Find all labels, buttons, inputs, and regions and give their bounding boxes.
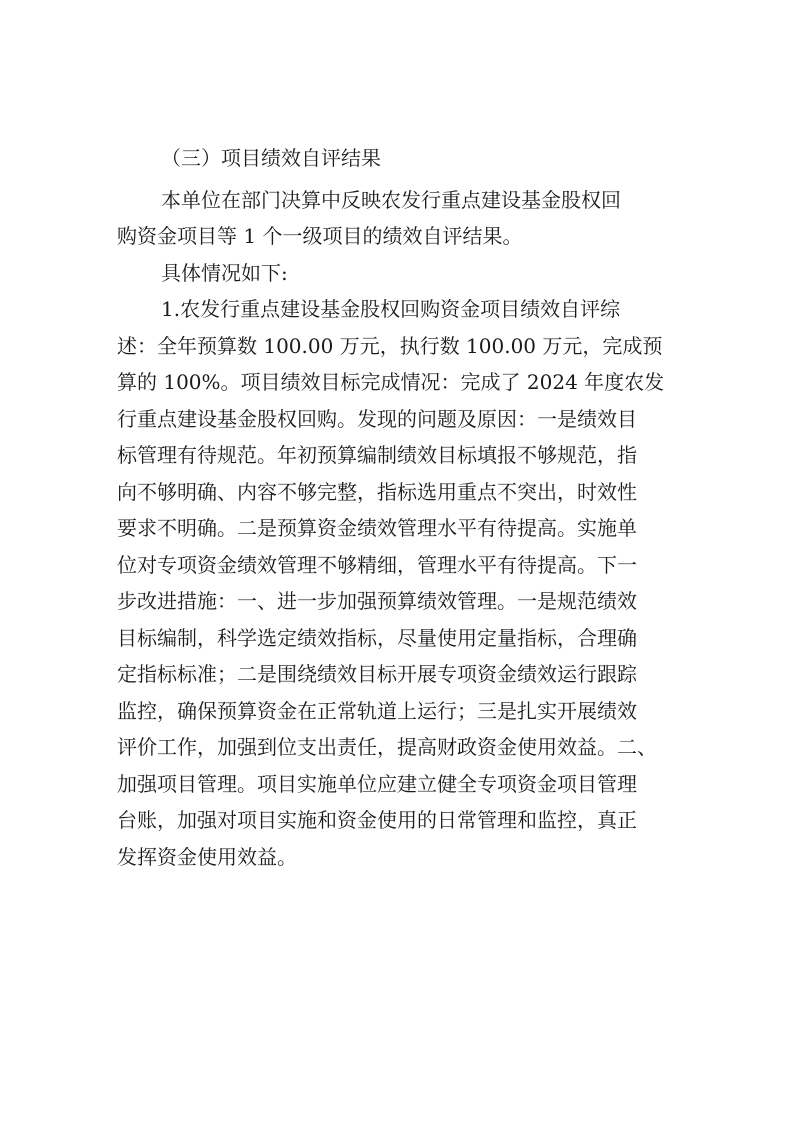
item-line: 要求不明确。二是预算资金绩效管理水平有待提高。实施单 [117,516,637,540]
detail-intro: 具体情况如下: [161,260,288,285]
item-line: 发挥资金使用效益。 [117,844,297,869]
intro-line: 本单位在部门决算中反映农发行重点建设基金股权回 [161,187,621,212]
item-line: 行重点建设基金股权回购。发现的问题及原因：一是绩效目 [117,406,637,431]
item-line: 1.农发行重点建设基金股权回购资金项目绩效自评综 [161,297,621,321]
section-heading: （三）项目绩效自评结果 [161,146,381,170]
item-line: 步改进措施：一、进一步加强预算绩效管理。一是规范绩效 [117,589,637,613]
item-line: 目标编制，科学选定绩效指标，尽量使用定量指标，合理确 [117,625,637,650]
document-body [117,140,677,875]
item-line: 定指标标准；二是围绕绩效目标开展专项资金绩效运行跟踪 [117,662,637,686]
item-line: 向不够明确、内容不够完整，指标选用重点不突出，时效性 [117,479,637,504]
item-line: 述：全年预算数 100.00 万元，执行数 100.00 万元，完成预 [117,333,663,358]
intro-line: 购资金项目等 1 个一级项目的绩效自评结果。 [117,224,523,248]
item-line: 台账，加强对项目实施和资金使用的日常管理和监控，真正 [117,808,637,832]
item-line: 标管理有待规范。年初预算编制绩效目标填报不够规范，指 [117,443,637,467]
item-line: 加强项目管理。项目实施单位应建立健全专项资金项目管理 [117,771,637,796]
item-line: 算的 100%。项目绩效目标完成情况：完成了 2024 年度农发 [117,370,665,394]
item-line: 评价工作，加强到位支出责任，提高财政资金使用效益。二、 [117,735,657,759]
item-line: 位对专项资金绩效管理不够精细，管理水平有待提高。下一 [117,552,637,577]
item-line: 监控，确保预算资金在正常轨道上运行；三是扎实开展绩效 [117,698,637,723]
